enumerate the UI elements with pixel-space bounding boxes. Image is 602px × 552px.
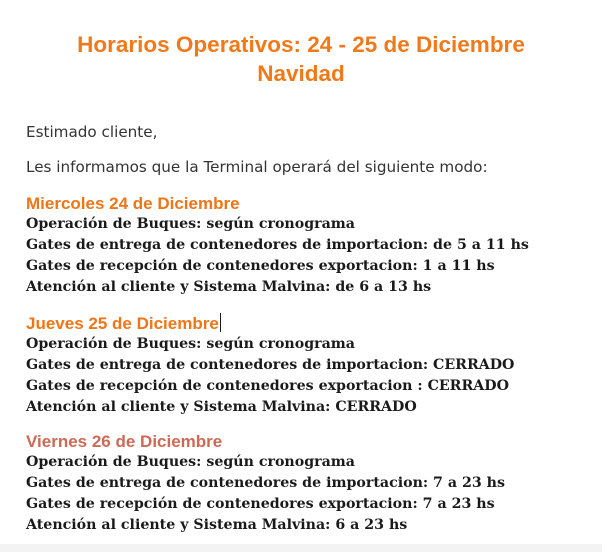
section-title: Viernes 26 de Diciembre	[26, 432, 223, 451]
schedule-line: Atención al cliente y Sistema Malvina: 6 a 23 hs	[26, 517, 408, 533]
page-title-line-1: Horarios Operativos: 24 - 25 de Diciembre	[77, 32, 525, 57]
greeting-text: Estimado cliente,	[26, 123, 158, 141]
schedule-line: Gates de recepción de contenedores exportacion: 1 a 11 hs	[26, 258, 495, 274]
schedule-line: Operación de Buques: según cronograma	[26, 336, 355, 352]
schedule-line: Gates de entrega de contenedores de importacion: de 5 a 11 hs	[26, 237, 529, 253]
schedule-line: Gates de recepción de contenedores exportacion: 7 a 23 hs	[26, 496, 495, 512]
page-title-line-2: Navidad	[257, 61, 345, 86]
schedule-section-thursday	[26, 313, 586, 418]
section-title: Jueves 25 de Diciembre	[26, 314, 219, 333]
schedule-line: Operación de Buques: según cronograma	[26, 454, 355, 470]
schedule-line: Gates de entrega de contenedores de importacion: 7 a 23 hs	[26, 475, 505, 491]
page-title	[0, 30, 602, 88]
schedule-line: Gates de recepción de contenedores exportacion : CERRADO	[26, 378, 509, 394]
schedule-line: Gates de entrega de contenedores de importacion: CERRADO	[26, 357, 515, 373]
schedule-line: Atención al cliente y Sistema Malvina: CERRADO	[26, 399, 417, 415]
schedule-section-wednesday	[26, 193, 586, 298]
section-title: Miercoles 24 de Diciembre	[26, 194, 240, 213]
bottom-divider	[0, 544, 602, 552]
section-title-wrapper	[26, 313, 586, 334]
schedule-line: Atención al cliente y Sistema Malvina: de 6 a 13 hs	[26, 279, 432, 295]
schedule-section-friday	[26, 431, 586, 536]
text-cursor	[220, 313, 221, 332]
intro-text: Les informamos que la Terminal operará del siguiente modo:	[26, 158, 488, 176]
schedule-line: Operación de Buques: según cronograma	[26, 216, 355, 232]
